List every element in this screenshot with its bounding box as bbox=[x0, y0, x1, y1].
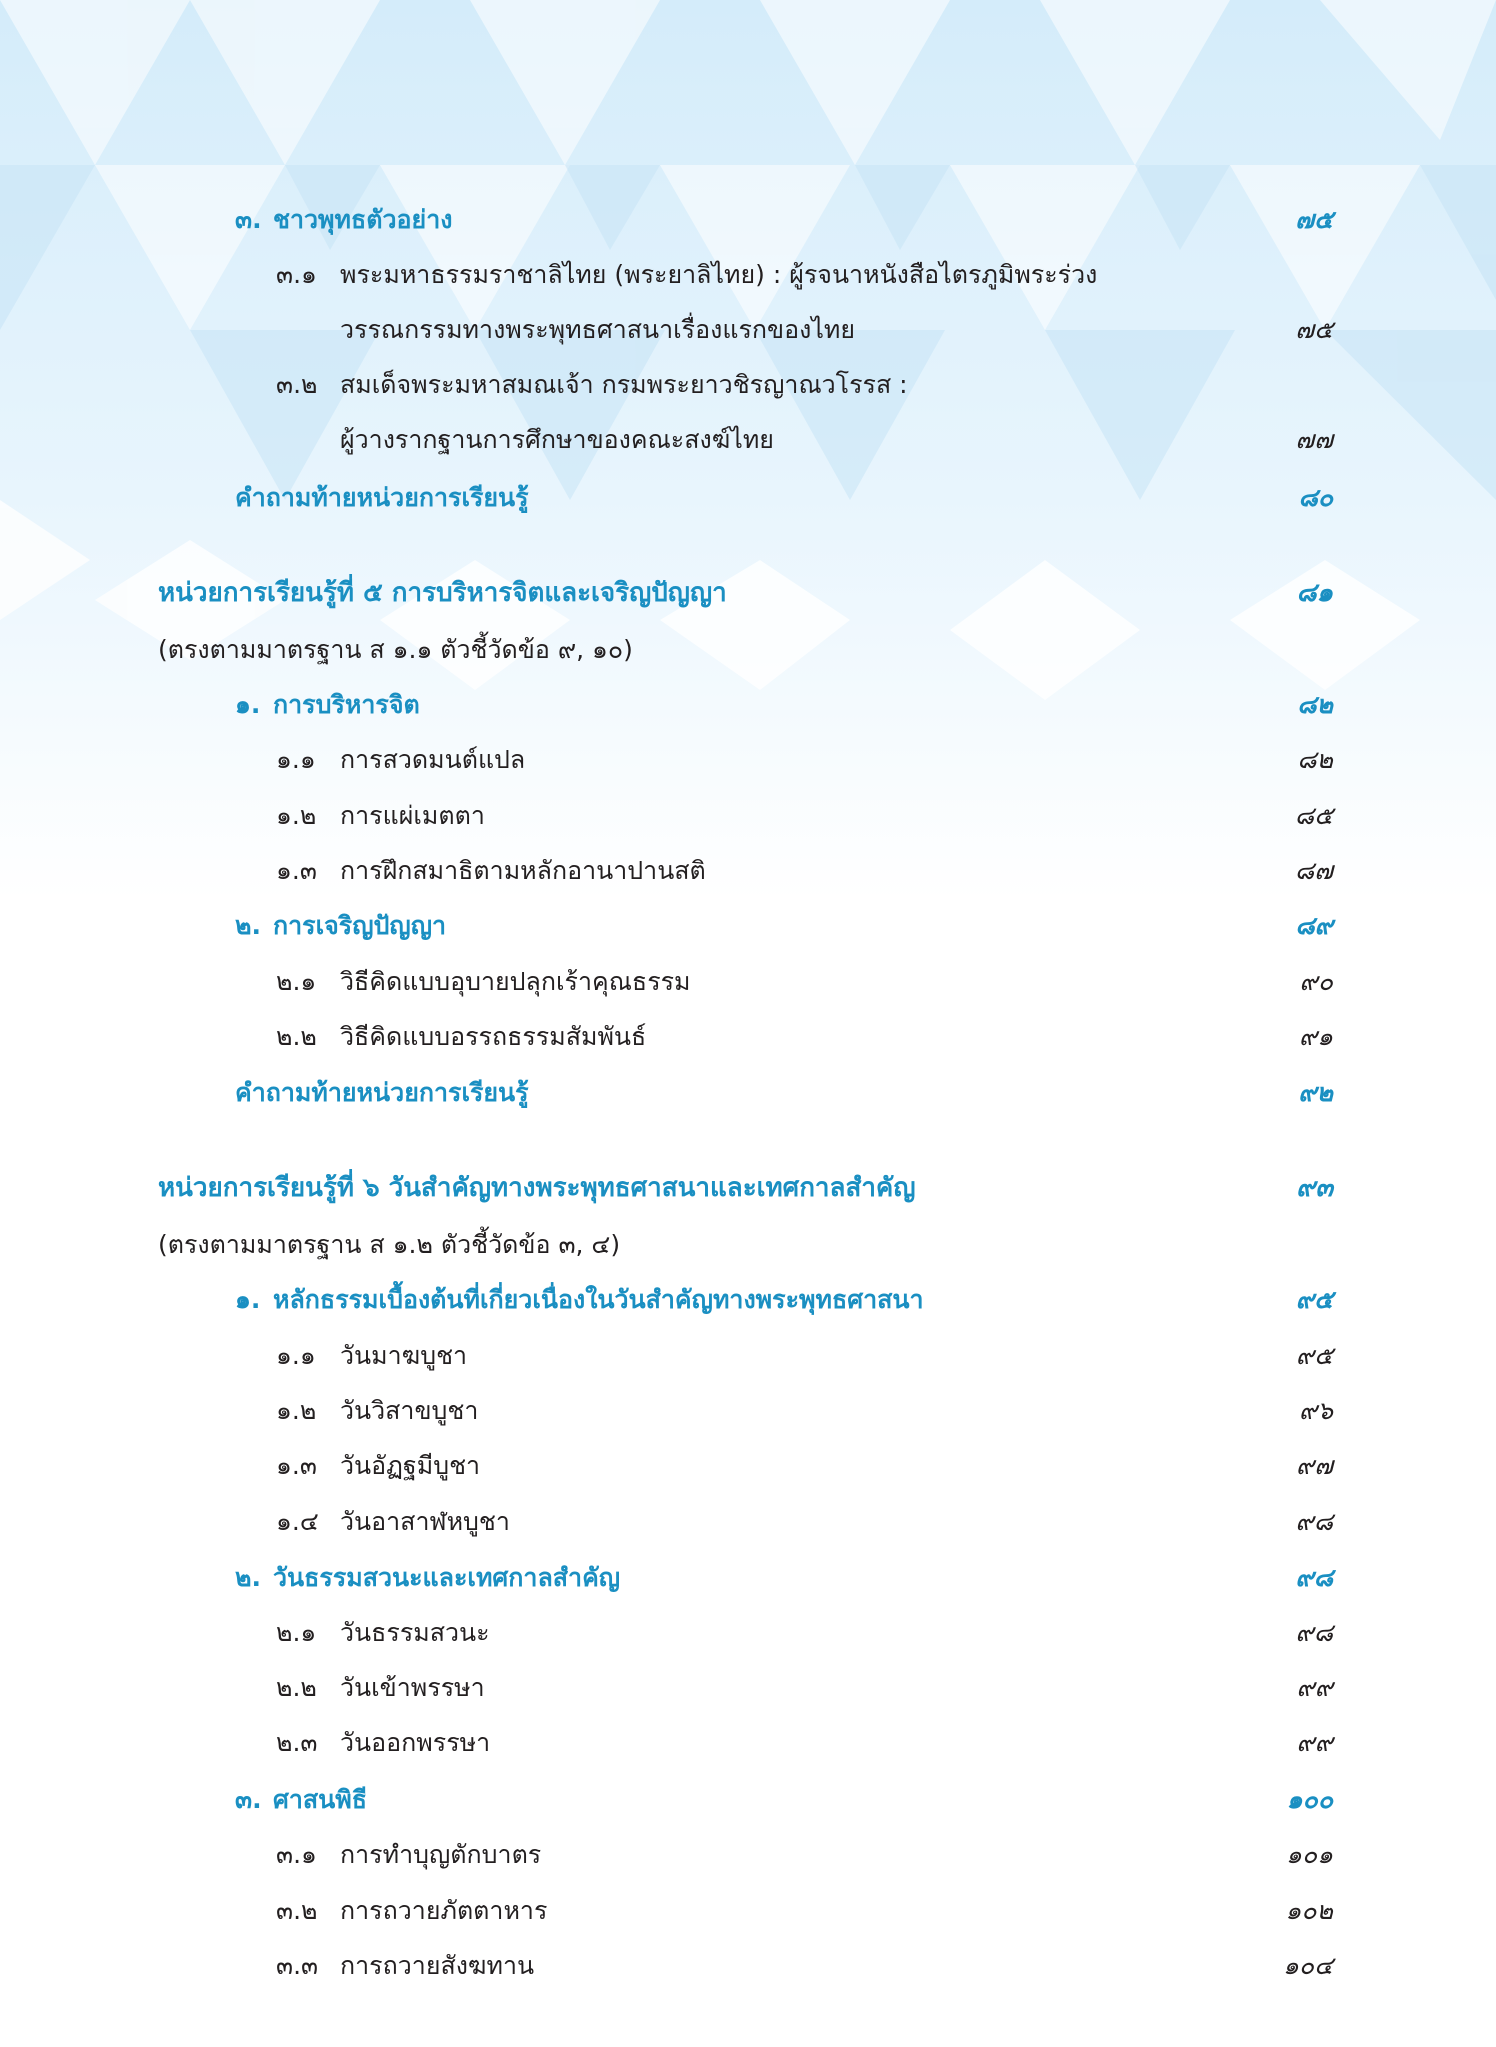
toc-review-questions: คำถามท้ายหน่วยการเรียนรู้ bbox=[235, 483, 529, 512]
toc-row-sub bbox=[0, 732, 1496, 788]
toc-unit-title: หน่วยการเรียนรู้ที่ ๕ การบริหารจิตและเจริญปัญญา bbox=[158, 578, 727, 608]
toc-section-number: ๑. bbox=[235, 1285, 261, 1314]
toc-page-number: ๘๒ bbox=[1297, 690, 1333, 719]
toc-row-cont bbox=[0, 302, 1496, 358]
toc-row-sub bbox=[0, 843, 1496, 899]
toc-entry-number: ๒.๓ bbox=[276, 1728, 318, 1757]
toc-entry-title: การถวายภัตตาหาร bbox=[340, 1896, 548, 1925]
toc-entry-number: ๓.๒ bbox=[276, 1896, 318, 1925]
toc-section-number: ๓. bbox=[235, 1785, 262, 1814]
toc-section-title: การเจริญปัญญา bbox=[273, 911, 447, 940]
toc-section-heading bbox=[235, 1550, 620, 1606]
toc-section-heading bbox=[235, 1772, 367, 1828]
toc-row-sub bbox=[0, 1383, 1496, 1439]
toc-section-heading bbox=[235, 898, 446, 954]
toc-section-title: ศาสนพิธี bbox=[273, 1785, 367, 1814]
toc-row-sub bbox=[0, 1009, 1496, 1065]
toc-row-sub bbox=[0, 1883, 1496, 1939]
toc-page-number: ๑๐๒ bbox=[1285, 1896, 1333, 1925]
toc-page-number: ๘๒ bbox=[1297, 745, 1333, 774]
toc-row-q bbox=[0, 470, 1496, 526]
toc-entry-number: ๑.๒ bbox=[276, 1396, 317, 1425]
toc-entry-continuation: ผู้วางรากฐานการศึกษาของคณะสงฆ์ไทย bbox=[340, 425, 774, 454]
toc-page-number: ๑๐๑ bbox=[1286, 1840, 1333, 1869]
toc-row-sub bbox=[0, 1328, 1496, 1384]
toc-entry-number: ๑.๑ bbox=[276, 745, 316, 774]
toc-row-sub bbox=[0, 1938, 1496, 1994]
toc-entry-number: ๓.๑ bbox=[276, 1840, 317, 1869]
toc-row-sec bbox=[0, 1272, 1496, 1328]
toc-entry-title: การทำบุญตักบาตร bbox=[340, 1840, 542, 1869]
toc-page-number: ๙๖ bbox=[1298, 1396, 1333, 1425]
toc-row-note bbox=[0, 622, 1496, 678]
toc-page-number: ๙๙ bbox=[1296, 1673, 1333, 1702]
toc-entry-title: วิธีคิดแบบอรรถธรรมสัมพันธ์ bbox=[340, 1022, 647, 1051]
toc-entry-title: วันธรรมสวนะ bbox=[340, 1618, 490, 1647]
toc-row-sub bbox=[0, 1494, 1496, 1550]
toc-section-number: ๓. bbox=[235, 205, 262, 234]
toc-row-sub bbox=[0, 1438, 1496, 1494]
toc-entry-title: วันมาฆบูชา bbox=[340, 1341, 468, 1370]
toc-entry-number: ๓.๒ bbox=[276, 370, 318, 399]
toc-row-sec bbox=[0, 1772, 1496, 1828]
toc-entry-title: พระมหาธรรมราชาลิไทย (พระยาลิไทย) : ผู้รจนาหนังสือไตรภูมิพระร่วง bbox=[340, 260, 1098, 289]
toc-row-sub bbox=[0, 1827, 1496, 1883]
toc-entry-number: ๑.๒ bbox=[276, 801, 317, 830]
toc-entry-number: ๑.๓ bbox=[276, 1451, 317, 1480]
toc-row-note bbox=[0, 1217, 1496, 1273]
toc-page-number: ๗๕ bbox=[1295, 315, 1333, 344]
toc-entry-number: ๓.๑ bbox=[276, 260, 317, 289]
toc-review-questions: คำถามท้ายหน่วยการเรียนรู้ bbox=[235, 1078, 529, 1107]
toc-standard-note: (ตรงตามมาตรฐาน ส ๑.๒ ตัวชี้วัดข้อ ๓, ๔) bbox=[158, 1230, 621, 1259]
toc-entry-title: วันเข้าพรรษา bbox=[340, 1673, 485, 1702]
toc-row-sub bbox=[0, 1605, 1496, 1661]
toc-entry-title: การถวายสังฆทาน bbox=[340, 1951, 535, 1980]
toc-section-title: วันธรรมสวนะและเทศกาลสำคัญ bbox=[273, 1563, 621, 1592]
toc-page-number: ๙๒ bbox=[1298, 1078, 1333, 1107]
toc-entry-number: ๑.๓ bbox=[276, 856, 317, 885]
toc-section-title: หลักธรรมเบื้องต้นที่เกี่ยวเนื่องในวันสำคัญทางพระพุทธศาสนา bbox=[273, 1285, 924, 1314]
toc-entry-number: ๒.๑ bbox=[276, 967, 317, 996]
toc-section-title: การบริหารจิต bbox=[273, 690, 420, 719]
toc-row-unit bbox=[0, 565, 1496, 621]
toc-row-sec bbox=[0, 677, 1496, 733]
toc-page-number: ๘๙ bbox=[1295, 911, 1333, 940]
toc-entry-title: วิธีคิดแบบอุบายปลุกเร้าคุณธรรม bbox=[340, 967, 691, 996]
toc-entry-title: วันอัฏฐมีบูชา bbox=[340, 1451, 481, 1480]
toc-row-cont bbox=[0, 412, 1496, 468]
toc-row-sub bbox=[0, 247, 1496, 303]
toc-row-sec bbox=[0, 898, 1496, 954]
toc-page-number: ๙๐ bbox=[1299, 967, 1333, 996]
toc-page-number: ๙๘ bbox=[1295, 1618, 1333, 1647]
toc-entry-title: การแผ่เมตตา bbox=[340, 801, 485, 830]
toc-page-number: ๙๙ bbox=[1296, 1728, 1333, 1757]
toc-page-number: ๘๑ bbox=[1296, 578, 1333, 608]
toc-page-number: ๙๕ bbox=[1295, 1341, 1333, 1370]
toc-page-number: ๗๗ bbox=[1295, 425, 1333, 454]
toc-page-number: ๑๐๐ bbox=[1286, 1785, 1333, 1814]
toc-page-number: ๗๕ bbox=[1295, 205, 1333, 234]
toc-section-heading bbox=[235, 1272, 924, 1328]
toc-row-sub bbox=[0, 1660, 1496, 1716]
toc-entry-title: การสวดมนต์แปล bbox=[340, 745, 526, 774]
toc-entry-number: ๓.๓ bbox=[276, 1951, 319, 1980]
toc-entry-title: วันวิสาขบูชา bbox=[340, 1396, 479, 1425]
toc-entry-title: สมเด็จพระมหาสมณเจ้า กรมพระยาวชิรญาณวโรรส : bbox=[340, 370, 908, 399]
toc-page-number: ๙๗ bbox=[1295, 1451, 1333, 1480]
toc-section-number: ๒. bbox=[235, 1563, 261, 1592]
toc-section-number: ๒. bbox=[235, 911, 261, 940]
toc-page-number: ๘๐ bbox=[1298, 483, 1333, 512]
toc-page-number: ๙๓ bbox=[1296, 1173, 1333, 1203]
toc-entry-number: ๑.๑ bbox=[276, 1341, 316, 1370]
toc-page-number: ๘๗ bbox=[1294, 856, 1333, 885]
toc-entry-number: ๑.๔ bbox=[276, 1507, 319, 1536]
toc-row-unit bbox=[0, 1160, 1496, 1216]
toc-page-number: ๙๕ bbox=[1295, 1285, 1333, 1314]
toc-entry-number: ๒.๒ bbox=[276, 1022, 317, 1051]
toc-row-sub bbox=[0, 788, 1496, 844]
toc-section-heading bbox=[235, 677, 420, 733]
toc-row-sec bbox=[0, 192, 1496, 248]
toc-entry-continuation: วรรณกรรมทางพระพุทธศาสนาเรื่องแรกของไทย bbox=[340, 315, 856, 344]
toc-page-number: ๙๘ bbox=[1295, 1563, 1333, 1592]
toc-entry-title: วันอาสาฬหบูชา bbox=[340, 1507, 510, 1536]
toc-section-title: ชาวพุทธตัวอย่าง bbox=[273, 205, 453, 234]
toc-row-sub bbox=[0, 1715, 1496, 1771]
toc-row-sub bbox=[0, 954, 1496, 1010]
toc-unit-title: หน่วยการเรียนรู้ที่ ๖ วันสำคัญทางพระพุทธศาสนาและเทศกาลสำคัญ bbox=[158, 1173, 916, 1203]
toc-entry-number: ๒.๑ bbox=[276, 1618, 317, 1647]
toc-section-heading bbox=[235, 192, 452, 248]
toc-page-number: ๙๘ bbox=[1295, 1507, 1333, 1536]
toc-entry-title: วันออกพรรษา bbox=[340, 1728, 491, 1757]
toc-entry-number: ๒.๒ bbox=[276, 1673, 317, 1702]
toc-section-number: ๑. bbox=[235, 690, 261, 719]
toc-standard-note: (ตรงตามมาตรฐาน ส ๑.๑ ตัวชี้วัดข้อ ๙, ๑๐) bbox=[158, 635, 633, 664]
toc-page-number: ๑๐๔ bbox=[1282, 1951, 1333, 1980]
toc-row-q bbox=[0, 1065, 1496, 1121]
toc-page-number: ๘๕ bbox=[1294, 801, 1333, 830]
toc-row-sub bbox=[0, 357, 1496, 413]
toc-page-number: ๙๑ bbox=[1298, 1022, 1333, 1051]
toc-entry-title: การฝึกสมาธิตามหลักอานาปานสติ bbox=[340, 856, 706, 885]
toc-row-sec bbox=[0, 1550, 1496, 1606]
